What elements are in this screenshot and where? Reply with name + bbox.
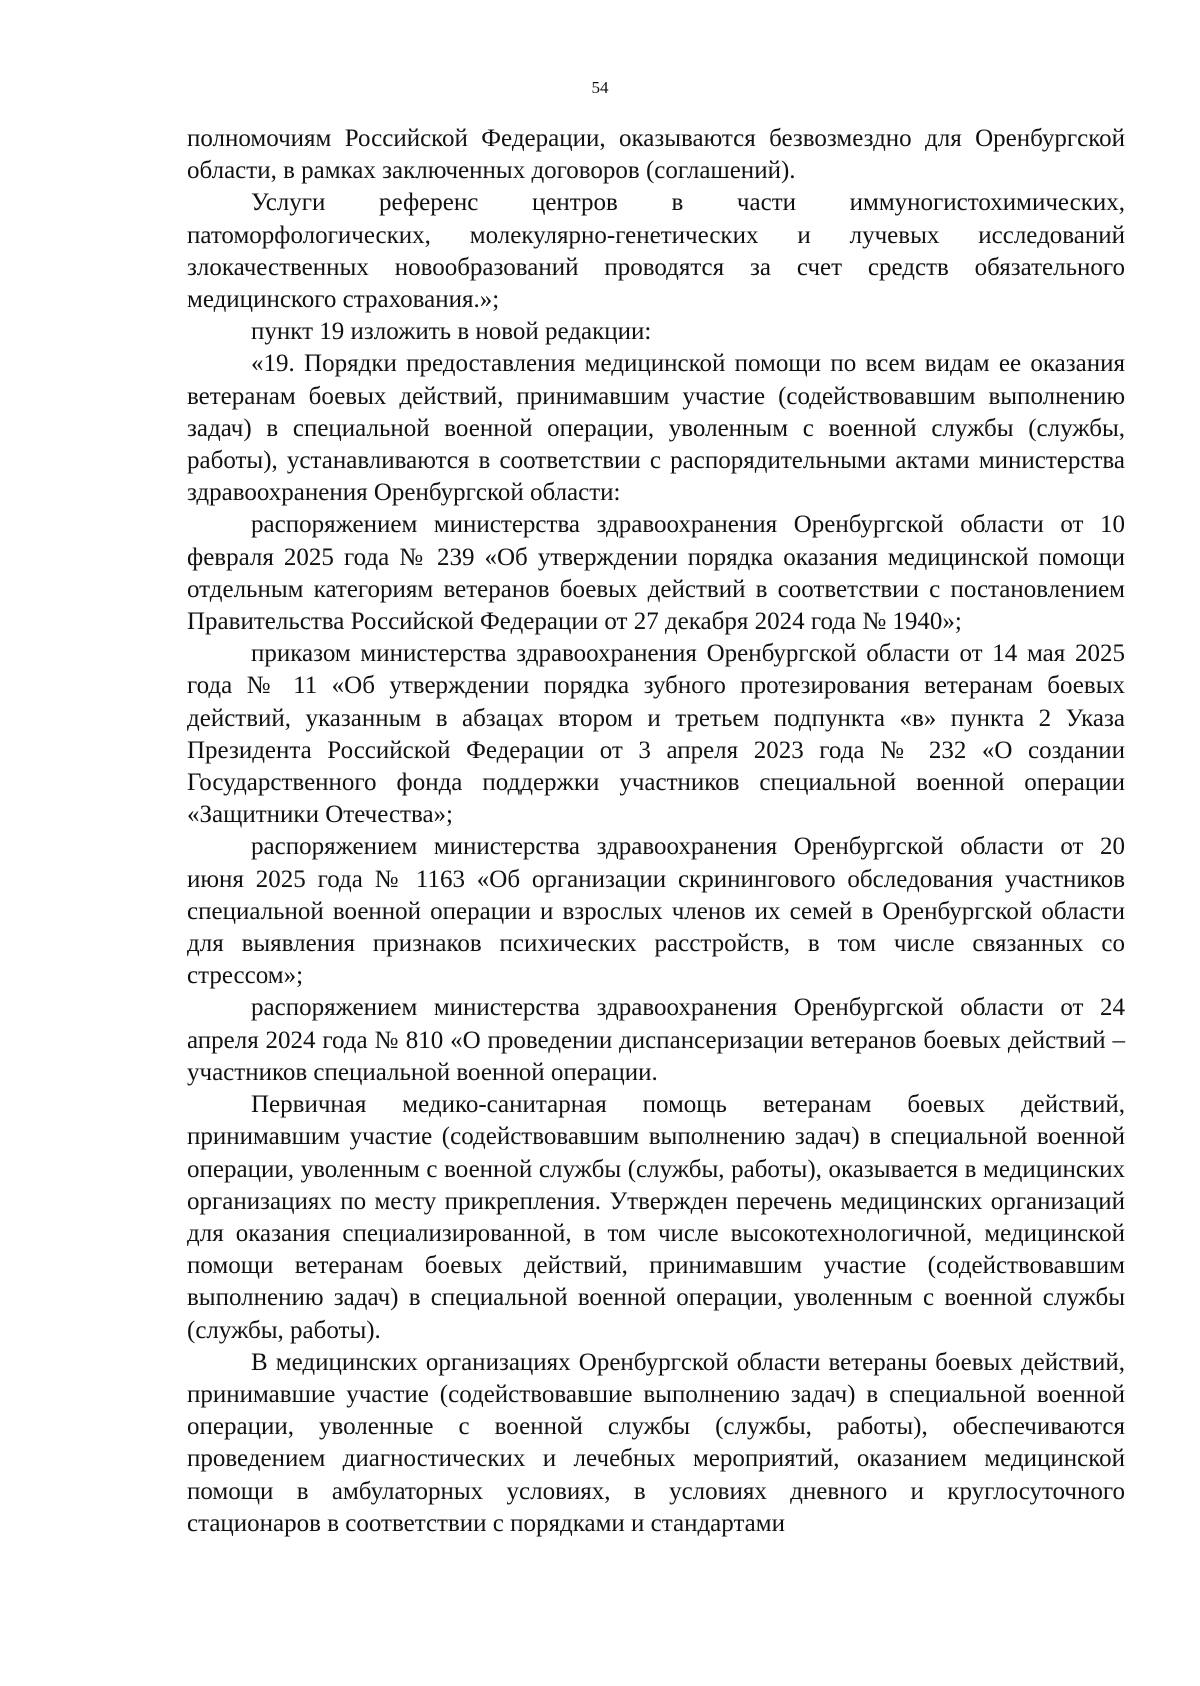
paragraph-item-19: «19. Порядки предоставления медицинской помощи по всем видам ее оказания ветеранам боевых действий, принимавшим участие (содействовавшим выполнению задач) в специальной военной операции, уволенным с военной службы (службы, работы), устанавливаются в соответствии с распорядительными актами министерства здравоохранения Оренбургской области: bbox=[187, 350, 1125, 507]
paragraph-medical-organizations: В медицинских организациях Оренбургской области ветераны боевых действий, принимавшие участие (содействовавшие выполнению задач) в специальной военной операции, уволенные с военной службы (службы, работы), обеспечиваются проведением диагностических и лечебных мероприятий, оказанием медицинской помощи в амбулаторных условиях, в условиях дневного и круглосуточного стационаров в соответствии с порядками и стандартами bbox=[187, 1348, 1125, 1537]
paragraph-order-11: приказом министерства здравоохранения Оренбургской области от 14 мая 2025 года № 11 «Об утверждении порядка зубного протезирования ветеранам боевых действий, указанным в абзацах втором и третьем подпункта «в» пункта 2 Указа Президента Российской Федерации от 3 апреля 2023 года № 232 «О создании Государственного фонда поддержки участников специальной военной операции «Защитники Отечества»; bbox=[187, 640, 1125, 829]
paragraph-item-19-instruction: пункт 19 изложить в новой редакции: bbox=[251, 318, 652, 346]
paragraph-reference-centers: Услуги референс центров в части иммуногистохимических, патоморфологических, молекулярно-генетических и лучевых исследований злокачественных новообразований проводятся за счет средств обязательного медицинского страхования.»; bbox=[187, 189, 1125, 314]
paragraph-continuation: полномочиям Российской Федерации, оказываются безвозмездно для Оренбургской области, в рамках заключенных договоров (соглашений). bbox=[187, 125, 1125, 185]
page-number: 54 bbox=[591, 78, 609, 97]
document-body bbox=[187, 123, 1125, 1540]
paragraph-order-1163: распоряжением министерства здравоохранения Оренбургской области от 20 июня 2025 года № 1163 «Об организации скринингового обследования участников специальной военной операции и взрослых членов их семей в Оренбургской области для выявления признаков психических расстройств, в том числе связанных со стрессом»; bbox=[187, 833, 1125, 990]
paragraph-order-239: распоряжением министерства здравоохранения Оренбургской области от 10 февраля 2025 года № 239 «Об утверждении порядка оказания медицинской помощи отдельным категориям ветеранов боевых действий в соответствии с постановлением Правительства Российской Федерации от 27 декабря 2024 года № 1940»; bbox=[187, 511, 1125, 636]
paragraph-order-810: распоряжением министерства здравоохранения Оренбургской области от 24 апреля 2024 года № 810 «О проведении диспансеризации ветеранов боевых действий – участников специальной военной операции. bbox=[187, 994, 1125, 1086]
paragraph-primary-care: Первичная медико-санитарная помощь ветеранам боевых действий, принимавшим участие (содействовавшим выполнению задач) в специальной военной операции, уволенным с военной службы (службы, работы), оказывается в медицинских организациях по месту прикрепления. Утвержден перечень медицинских организаций для оказания специализированной, в том числе высокотехнологичной, медицинской помощи ветеранам боевых действий, принимавшим участие (содействовавшим выполнению задач) в специальной военной операции, уволенным с военной службы (службы, работы). bbox=[187, 1091, 1125, 1344]
